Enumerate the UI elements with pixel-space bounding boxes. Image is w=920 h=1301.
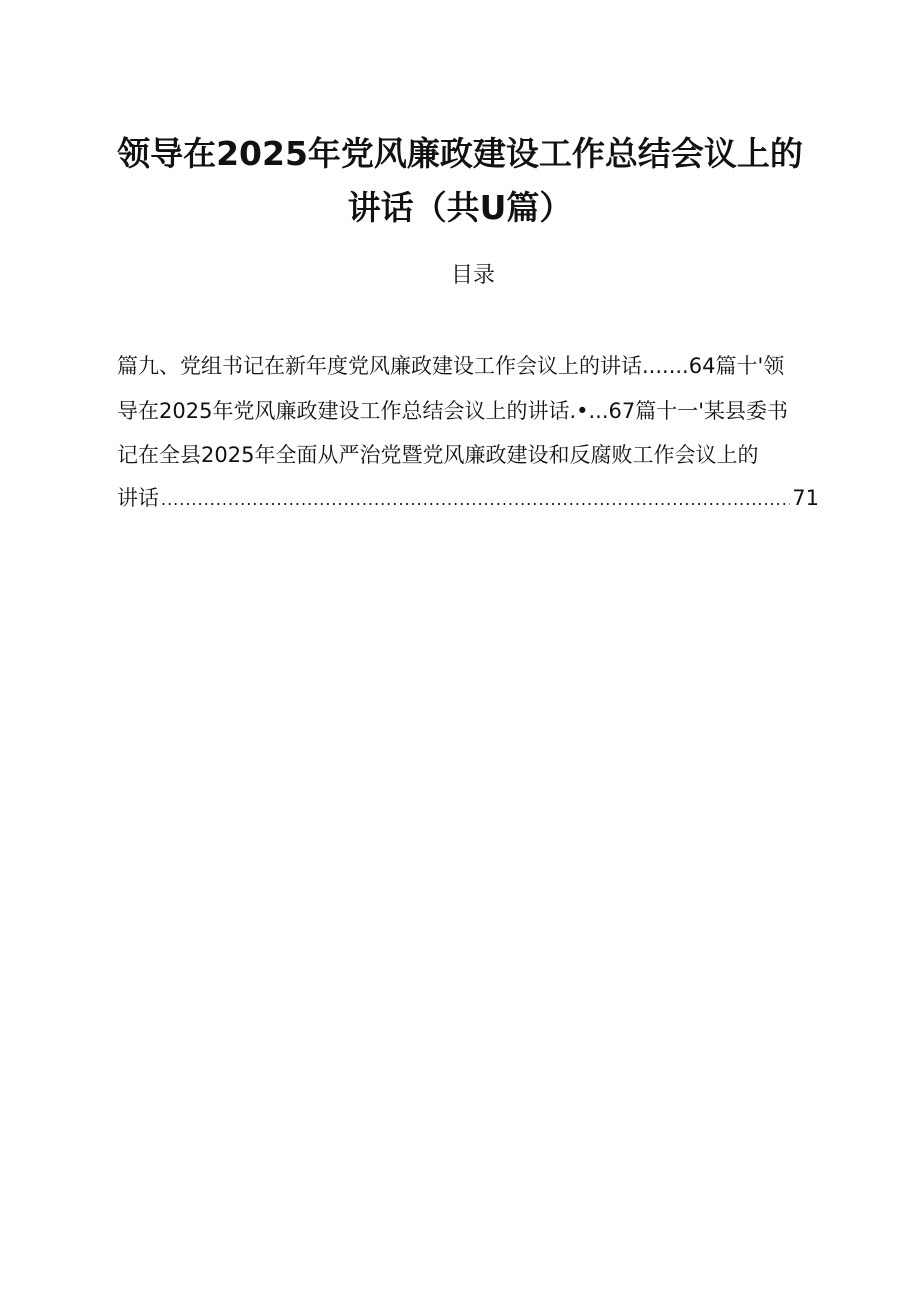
toc-line: 记在全县2025年全面从严治党暨党风廉政建设和反腐败工作会议上的 (117, 443, 759, 467)
toc-line: 导在2025年党风廉政建设工作总结会议上的讲话.•...67篇十一'某县委书 (117, 399, 789, 423)
toc-page-number: 71 (792, 486, 819, 510)
document-title-line-1: 领导在2025年党风廉政建设工作总结会议上的 (117, 134, 803, 173)
toc-heading: 目录 (450, 263, 495, 288)
toc-entry-label: 讲话 (117, 486, 159, 510)
toc-line: 篇九、党组书记在新年度党风廉政建设工作会议上的讲话.......64篇十'领 (117, 354, 785, 378)
document-title-line-2: 讲话（共U篇） (347, 188, 573, 227)
toc-line-last (117, 482, 819, 512)
toc-dot-leader (161, 490, 790, 509)
